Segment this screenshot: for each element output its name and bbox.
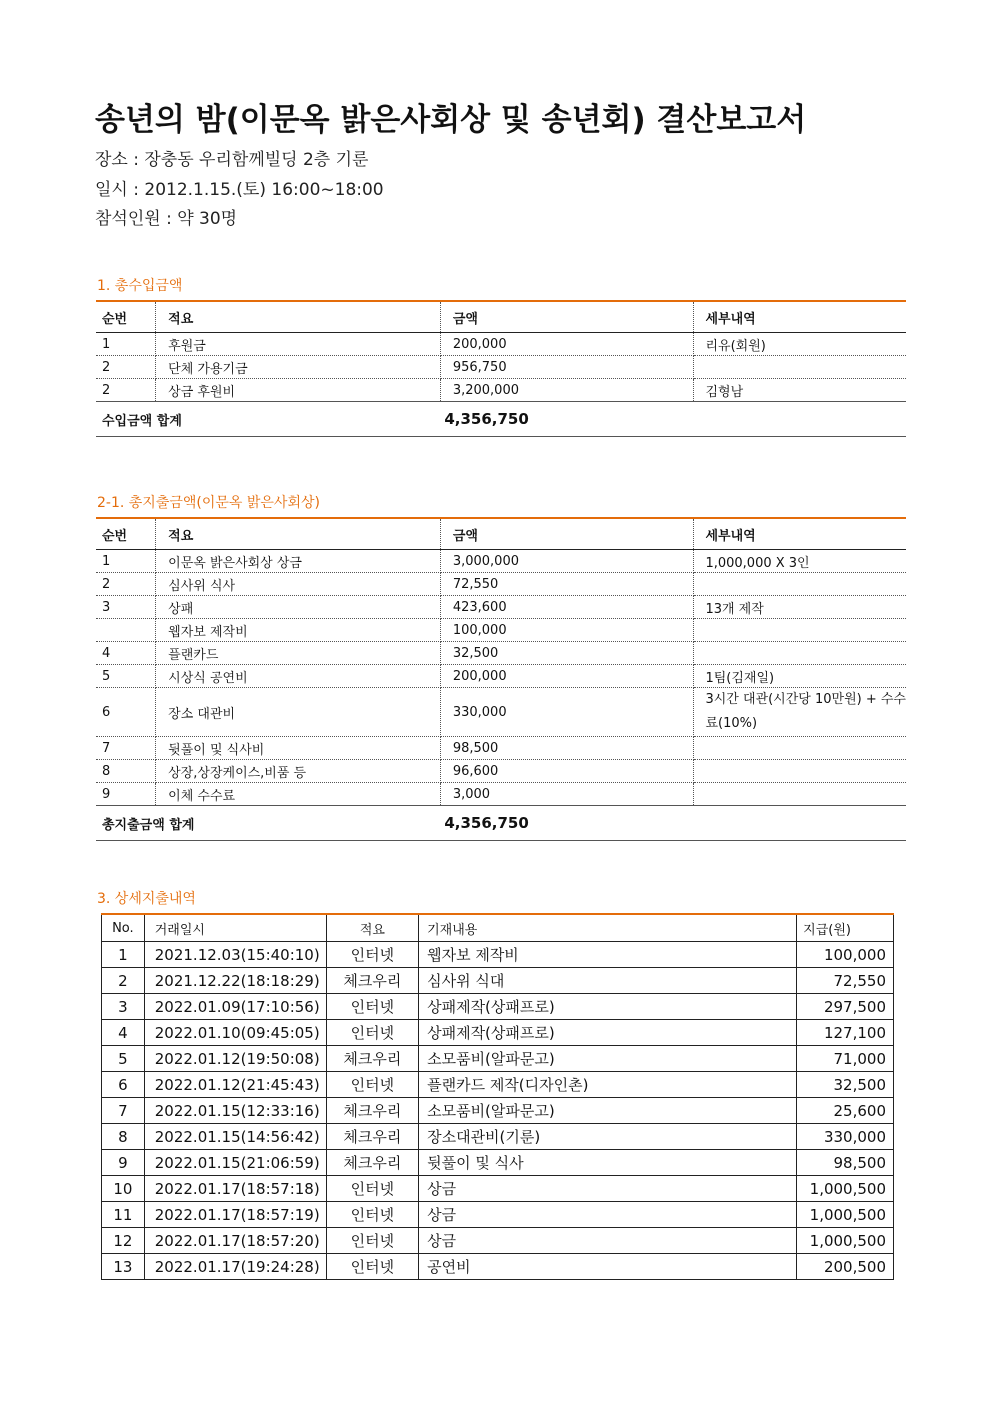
table-header-row: [102, 914, 894, 942]
table-cell: 시상식 공연비: [156, 665, 441, 688]
table-cell: 1,000,500: [797, 1228, 894, 1254]
table-row: [96, 783, 906, 806]
table-cell: 체크우리: [326, 1124, 418, 1150]
table-row: [102, 1150, 894, 1176]
table-cell: 인터넷: [326, 1176, 418, 1202]
total-row: [96, 806, 906, 841]
table-cell: 13: [102, 1254, 145, 1280]
table-cell: 12: [102, 1228, 145, 1254]
table-cell: 1,000,500: [797, 1202, 894, 1228]
table-cell: 6: [102, 1072, 145, 1098]
table-cell: 2: [102, 968, 145, 994]
table-cell: 330,000: [797, 1124, 894, 1150]
column-header: 기재내용: [419, 914, 797, 942]
table-cell: 1: [96, 550, 156, 573]
table-row: [96, 760, 906, 783]
column-header: 세부내역: [694, 301, 906, 333]
info-place: 장소 : 장충동 우리함께빌딩 2층 기룬: [95, 150, 369, 170]
table-cell: 인터넷: [326, 1254, 418, 1280]
total-label: 수입금액 합계: [96, 402, 440, 437]
table-cell: 11: [102, 1202, 145, 1228]
table-cell: 1,000,000 X 3인: [694, 550, 906, 573]
table-cell: 9: [102, 1150, 145, 1176]
table-cell: 200,500: [797, 1254, 894, 1280]
table-cell: 1팀(김재일): [694, 665, 906, 688]
info-attendees: 참석인원 : 약 30명: [95, 209, 238, 229]
table-row: [96, 688, 906, 737]
table-cell: 330,000: [440, 688, 694, 737]
table-cell: 5: [96, 665, 156, 688]
table-cell: [96, 619, 156, 642]
table-row: [102, 1046, 894, 1072]
table-cell: 인터넷: [326, 1228, 418, 1254]
column-header: 금액: [440, 301, 694, 333]
table-cell: 7: [96, 737, 156, 760]
info-date: 일시 : 2012.1.15.(토) 16:00~18:00: [95, 180, 384, 200]
table-cell: 72,550: [797, 968, 894, 994]
column-header: 순번: [96, 518, 156, 550]
table-cell: 체크우리: [326, 968, 418, 994]
table-cell: 2021.12.22(18:18:29): [144, 968, 326, 994]
table-cell: 2022.01.15(14:56:42): [144, 1124, 326, 1150]
total-label: 총지출금액 합계: [96, 806, 440, 841]
table-cell: 인터넷: [326, 942, 418, 968]
column-header: 적요: [326, 914, 418, 942]
table-cell: 98,500: [440, 737, 694, 760]
table-header-row: [96, 518, 906, 550]
table-cell: 2022.01.17(19:24:28): [144, 1254, 326, 1280]
table-row: [96, 665, 906, 688]
table-cell: 1: [96, 333, 156, 356]
table-row: [102, 1020, 894, 1046]
table-cell: 2022.01.09(17:10:56): [144, 994, 326, 1020]
table-cell: 이문옥 밝은사회상 상금: [156, 550, 441, 573]
table-cell: [694, 642, 906, 665]
table-cell: 김형남: [694, 379, 906, 402]
table-cell: 소모품비(알파문고): [419, 1098, 797, 1124]
table-cell: 인터넷: [326, 1202, 418, 1228]
table-cell: 심사위 식대: [419, 968, 797, 994]
table-cell: 9: [96, 783, 156, 806]
table-cell: 100,000: [440, 619, 694, 642]
table-cell: 297,500: [797, 994, 894, 1020]
table-cell: 2021.12.03(15:40:10): [144, 942, 326, 968]
table-row: [96, 333, 906, 356]
column-header: 거래일시: [144, 914, 326, 942]
table-cell: 956,750: [440, 356, 694, 379]
table-row: [102, 968, 894, 994]
table-cell: 공연비: [419, 1254, 797, 1280]
table-cell: 체크우리: [326, 1150, 418, 1176]
column-header: 세부내역: [694, 518, 906, 550]
table-cell: 1: [102, 942, 145, 968]
table-cell: 3: [96, 596, 156, 619]
table-row: [96, 596, 906, 619]
detail-table: [101, 913, 894, 1280]
table-cell: 200,000: [440, 333, 694, 356]
detail-heading: 3. 상세지출내역: [97, 891, 196, 907]
table-cell: 상금: [419, 1228, 797, 1254]
table-cell: [694, 760, 906, 783]
table-row: [96, 642, 906, 665]
table-cell: 2022.01.17(18:57:20): [144, 1228, 326, 1254]
table-cell: 장소대관비(기룬): [419, 1124, 797, 1150]
expense-heading: 2-1. 총지출금액(이문옥 밝은사회상): [97, 495, 320, 511]
table-cell: 7: [102, 1098, 145, 1124]
table-cell: 2: [96, 356, 156, 379]
table-cell: 6: [96, 688, 156, 737]
table-cell: [694, 573, 906, 596]
table-cell: 2022.01.17(18:57:19): [144, 1202, 326, 1228]
table-header-row: [96, 301, 906, 333]
expense-table: [96, 517, 906, 841]
table-cell: 리유(회원): [694, 333, 906, 356]
table-cell: 3,200,000: [440, 379, 694, 402]
table-cell: [694, 356, 906, 379]
table-cell: 98,500: [797, 1150, 894, 1176]
table-cell: 2022.01.12(19:50:08): [144, 1046, 326, 1072]
column-header: No.: [102, 914, 145, 942]
document-title: 송년의 밤(이문옥 밝은사회상 및 송년회) 결산보고서: [95, 102, 807, 138]
table-cell: 2022.01.10(09:45:05): [144, 1020, 326, 1046]
column-header: 적요: [156, 301, 441, 333]
table-cell: 5: [102, 1046, 145, 1072]
table-cell: 플랜카드: [156, 642, 441, 665]
table-row: [102, 1072, 894, 1098]
table-cell: 1,000,500: [797, 1176, 894, 1202]
table-cell: 단체 가용기금: [156, 356, 441, 379]
table-cell: [694, 737, 906, 760]
table-cell: 상금 후원비: [156, 379, 441, 402]
table-cell: 심사위 식사: [156, 573, 441, 596]
table-row: [96, 379, 906, 402]
table-cell: 100,000: [797, 942, 894, 968]
table-cell: 인터넷: [326, 994, 418, 1020]
table-cell: 웹자보 제작비: [419, 942, 797, 968]
table-cell: 96,600: [440, 760, 694, 783]
table-cell: 2022.01.12(21:45:43): [144, 1072, 326, 1098]
table-row: [102, 1254, 894, 1280]
table-cell: 8: [102, 1124, 145, 1150]
table-cell: 상패: [156, 596, 441, 619]
table-cell: 2022.01.15(12:33:16): [144, 1098, 326, 1124]
table-cell: 체크우리: [326, 1046, 418, 1072]
table-cell: 상패제작(상패프로): [419, 994, 797, 1020]
table-cell: 423,600: [440, 596, 694, 619]
table-cell: 25,600: [797, 1098, 894, 1124]
table-row: [96, 737, 906, 760]
table-cell: 200,000: [440, 665, 694, 688]
table-row: [102, 1228, 894, 1254]
table-row: [102, 1124, 894, 1150]
table-cell: 4: [96, 642, 156, 665]
table-cell: 3,000,000: [440, 550, 694, 573]
table-row: [96, 356, 906, 379]
column-header: 금액: [440, 518, 694, 550]
column-header: 지급(원): [797, 914, 894, 942]
table-cell: 127,100: [797, 1020, 894, 1046]
table-cell: 3시간 대관(시간당 10만원) + 수수료(10%): [694, 688, 906, 737]
table-cell: 2022.01.17(18:57:18): [144, 1176, 326, 1202]
table-cell: 상금: [419, 1202, 797, 1228]
table-cell: 8: [96, 760, 156, 783]
table-cell: 장소 대관비: [156, 688, 441, 737]
table-cell: 2: [96, 379, 156, 402]
income-table: [96, 300, 906, 437]
table-cell: 13개 제작: [694, 596, 906, 619]
table-cell: [694, 783, 906, 806]
table-row: [96, 573, 906, 596]
table-cell: 3,000: [440, 783, 694, 806]
table-cell: 상패제작(상패프로): [419, 1020, 797, 1046]
table-cell: 71,000: [797, 1046, 894, 1072]
table-cell: 웹자보 제작비: [156, 619, 441, 642]
table-cell: 인터넷: [326, 1020, 418, 1046]
total-value: 4,356,750: [440, 806, 906, 841]
table-row: [102, 1098, 894, 1124]
table-row: [102, 994, 894, 1020]
table-cell: 이체 수수료: [156, 783, 441, 806]
table-row: [102, 1176, 894, 1202]
table-row: [102, 942, 894, 968]
table-cell: 상장,상장케이스,비품 등: [156, 760, 441, 783]
table-cell: 2: [96, 573, 156, 596]
total-row: [96, 402, 906, 437]
table-cell: 뒷풀이 및 식사비: [156, 737, 441, 760]
table-row: [96, 619, 906, 642]
table-cell: 4: [102, 1020, 145, 1046]
table-cell: 32,500: [797, 1072, 894, 1098]
table-cell: 10: [102, 1176, 145, 1202]
table-cell: 플랜카드 제작(디자인촌): [419, 1072, 797, 1098]
table-cell: 3: [102, 994, 145, 1020]
table-cell: 2022.01.15(21:06:59): [144, 1150, 326, 1176]
table-cell: 72,550: [440, 573, 694, 596]
table-cell: 후원금: [156, 333, 441, 356]
table-cell: 32,500: [440, 642, 694, 665]
table-cell: 인터넷: [326, 1072, 418, 1098]
income-heading: 1. 총수입금액: [97, 278, 183, 294]
table-cell: 상금: [419, 1176, 797, 1202]
column-header: 적요: [156, 518, 441, 550]
table-cell: 체크우리: [326, 1098, 418, 1124]
table-cell: 뒷풀이 및 식사: [419, 1150, 797, 1176]
table-row: [102, 1202, 894, 1228]
total-value: 4,356,750: [440, 402, 906, 437]
table-cell: [694, 619, 906, 642]
table-cell: 소모품비(알파문고): [419, 1046, 797, 1072]
table-row: [96, 550, 906, 573]
column-header: 순번: [96, 301, 156, 333]
